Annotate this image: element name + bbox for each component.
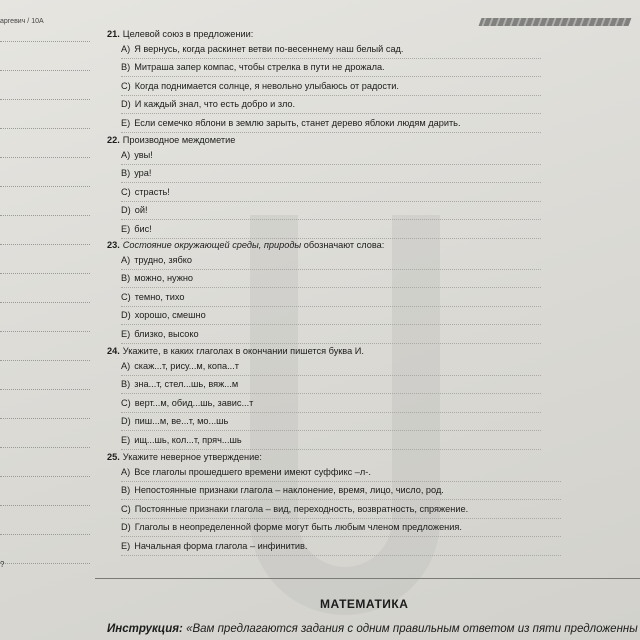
answer-option[interactable]: B) можно, нужно <box>121 271 541 288</box>
answer-option[interactable]: A) трудно, зябко <box>121 253 541 270</box>
answer-option[interactable]: D) Глаголы в неопределенной форме могут быть любым членом предложения. <box>121 520 561 537</box>
answer-option[interactable]: C) Постоянные признаки глагола – вид, переходность, возвратность, спряжение. <box>121 502 561 519</box>
answer-option[interactable]: C) страсть! <box>121 185 541 202</box>
answer-option[interactable]: C) верт...м, обид...шь, завис...т <box>121 396 541 413</box>
answer-option[interactable]: B) Митраша запер компас, чтобы стрелка в пути не дрожала. <box>121 60 541 77</box>
question-title: 23. Состояние окружающей среды, природы обозначают слова: <box>107 240 385 250</box>
question-title: 24. Укажите, в каких глаголах в окончании пишется буква И. <box>107 346 364 356</box>
answer-option[interactable]: B) Непостоянные признаки глагола – наклонение, время, лицо, число, род. <box>121 483 561 500</box>
answer-option[interactable]: A) Все глаголы прошедшего времени имеют суффикс –л-. <box>121 465 561 482</box>
answer-option[interactable]: A) Я вернусь, когда раскинет ветви по-весеннему наш белый сад. <box>121 42 541 59</box>
question-22 <box>107 133 541 240</box>
answer-option[interactable]: A) увы! <box>121 148 541 165</box>
answer-option[interactable]: B) зна...т, стел...шь, вяж...м <box>121 377 541 394</box>
header-logo-strip <box>479 18 632 26</box>
question-23 <box>107 238 541 345</box>
answer-option[interactable]: D) хорошо, смешно <box>121 308 541 325</box>
question-title: 25. Укажите неверное утверждение: <box>107 452 262 462</box>
question-25 <box>107 450 561 557</box>
answer-option[interactable]: E) бис! <box>121 222 541 239</box>
question-21 <box>107 27 541 134</box>
answer-option[interactable]: D) И каждый знал, что есть добро и зло. <box>121 97 541 114</box>
answer-option[interactable]: C) темно, тихо <box>121 290 541 307</box>
answer-option[interactable]: E) Если семечко яблони в землю зарыть, станет дерево яблоки людям дарить. <box>121 116 541 133</box>
instruction-text <box>107 623 638 635</box>
section-title: МАТЕМАТИКА <box>320 597 409 611</box>
answer-option[interactable]: E) близко, высоко <box>121 327 541 344</box>
answer-option[interactable]: E) Начальная форма глагола – инфинитив. <box>121 539 561 556</box>
answer-option[interactable]: D) ой! <box>121 203 541 220</box>
question-title: 21. Целевой союз в предложении: <box>107 29 254 39</box>
margin-answer-lines <box>0 40 90 580</box>
instruction-body: «Вам предлагаются задания с одним правильным ответом из пяти предложенны <box>186 623 638 635</box>
instruction-label: Инструкция: <box>107 623 183 635</box>
answer-option[interactable]: C) Когда поднимается солнце, я невольно улыбаюсь от радости. <box>121 79 541 96</box>
answer-option[interactable]: B) ура! <box>121 166 541 183</box>
answer-option[interactable]: A) скаж...т, рису...м, копа...т <box>121 359 541 376</box>
section-divider <box>95 578 640 579</box>
answer-option[interactable]: D) пиш...м, ве...т, мо...шь <box>121 414 541 431</box>
question-24 <box>107 344 541 451</box>
answer-option[interactable]: E) ищ...шь, кол...т, пряч...шь <box>121 433 541 450</box>
question-title: 22. Производное междометие <box>107 135 236 145</box>
page-header-left: аргевич / 10А <box>0 18 44 25</box>
margin-mark: ? <box>0 560 5 569</box>
